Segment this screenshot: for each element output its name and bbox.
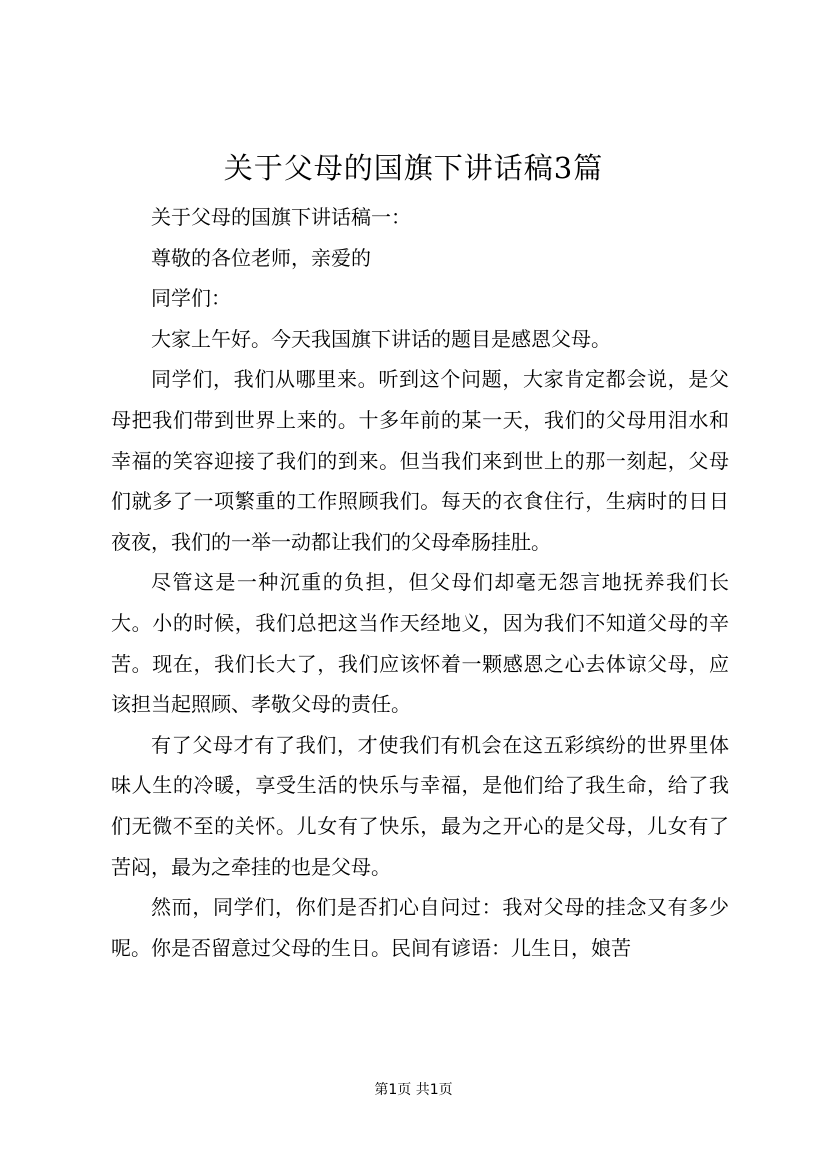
document-body xyxy=(111,197,729,968)
paragraph-salutation: 尊敬的各位老师，亲爱的 xyxy=(151,245,371,270)
paragraph-body-2: 尽管这是一种沉重的负担，但父母们却毫无怨言地抚养我们长大。小的时候，我们总把这当作天经地义，因为我们不知道父母的辛苦。现在，我们长大了，我们应该怀着一颗感恩之心去体谅父母，应该担当起照顾、孝敬父母的责任。 xyxy=(111,570,729,717)
document-title: 关于父母的国旗下讲话稿3篇 xyxy=(223,151,604,185)
paragraph-body-3: 有了父母才有了我们，才使我们有机会在这五彩缤纷的世界里体味人生的冷暖，享受生活的快乐与幸福，是他们给了我生命，给了我们无微不至的关怀。儿女有了快乐，最为之开心的是父母，儿女有了苦闷，最为之牵挂的也是父母。 xyxy=(111,732,729,879)
paragraph-greeting: 大家上午好。今天我国旗下讲话的题目是感恩父母。 xyxy=(151,326,611,351)
page-footer: 第1页 共1页 xyxy=(374,1082,453,1098)
paragraph-salutation-cont: 同学们： xyxy=(151,286,231,311)
paragraph-body-1: 同学们，我们从哪里来。听到这个问题，大家肯定都会说，是父母把我们带到世界上来的。十多年前的某一天，我们的父母用泪水和幸福的笑容迎接了我们的到来。但当我们来到世上的那一刻起，父母们就多了一项繁重的工作照顾我们。每天的衣食住行，生病时的日日夜夜，我们的一举一动都让我们的父母牵肠挂肚。 xyxy=(111,367,729,554)
paragraph-body-4: 然而，同学们，你们是否扪心自问过：我对父母的挂念又有多少呢。你是否留意过父母的生日。民间有谚语：儿生日，娘苦 xyxy=(111,895,729,960)
paragraph-heading: 关于父母的国旗下讲话稿一： xyxy=(151,205,411,229)
